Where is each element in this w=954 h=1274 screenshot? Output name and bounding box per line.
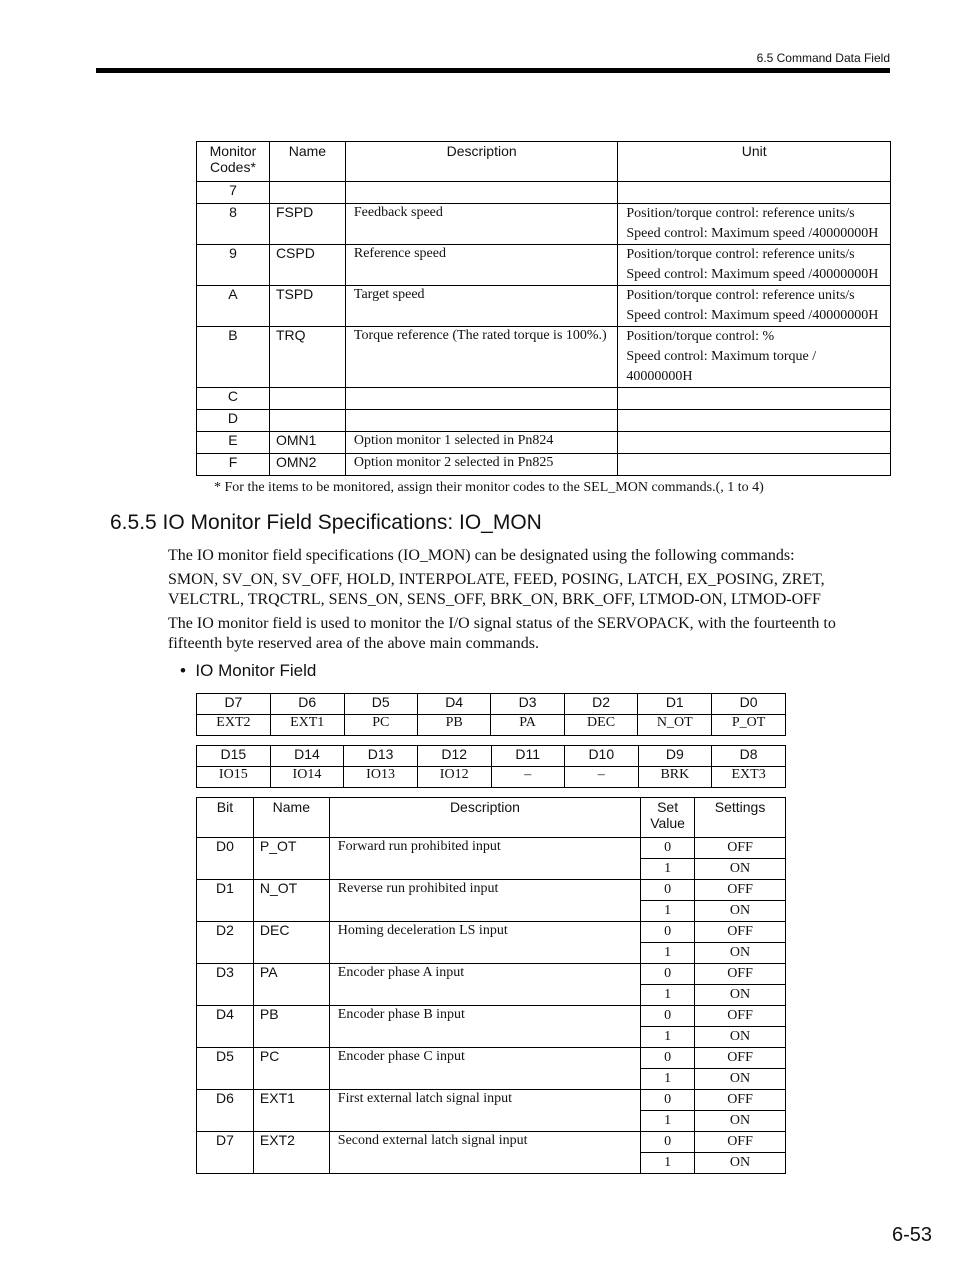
set-value-cell: 1 <box>641 1153 695 1174</box>
setting-cell: ON <box>695 1153 786 1174</box>
column-header: Description <box>329 798 640 838</box>
set-value-cell: 0 <box>641 838 695 859</box>
column-header: Bit <box>197 798 254 838</box>
set-value-cell: 0 <box>641 1048 695 1069</box>
monitor-code-cell: E <box>197 432 270 454</box>
monitor-unit-cell <box>618 432 891 454</box>
column-header: Unit <box>618 142 891 182</box>
monitor-code-cell: C <box>197 388 270 410</box>
bullet-item: • IO Monitor Field <box>180 661 317 680</box>
monitor-unit-cell <box>618 388 891 410</box>
bit-cell: D1 <box>197 880 254 922</box>
bit-label: D10 <box>565 746 639 767</box>
io-bit-description-table <box>196 797 786 1174</box>
monitor-unit-cell <box>618 245 891 286</box>
monitor-description-cell: Torque reference (The rated torque is 100%.) <box>345 327 618 388</box>
bit-cell: D4 <box>197 1006 254 1048</box>
bit-signal: N_OT <box>638 715 712 736</box>
monitor-name-cell <box>269 410 345 432</box>
table-row <box>197 388 891 410</box>
bit-signal: BRK <box>638 767 712 788</box>
bit-label: D13 <box>344 746 418 767</box>
table-row <box>197 286 891 327</box>
table-row <box>197 922 786 943</box>
bit-signal: IO13 <box>344 767 418 788</box>
bit-label: D4 <box>417 694 490 715</box>
bit-signal: P_OT <box>712 715 786 736</box>
bit-signal: DEC <box>564 715 638 736</box>
table-row <box>197 327 891 388</box>
bit-signal: IO14 <box>270 767 344 788</box>
set-value-cell: 1 <box>641 1069 695 1090</box>
monitor-name-cell: TRQ <box>269 327 345 388</box>
column-header: Monitor Codes* <box>197 142 270 182</box>
bit-name-cell: PC <box>253 1048 329 1090</box>
bit-cell: D3 <box>197 964 254 1006</box>
bit-label: D5 <box>344 694 417 715</box>
bit-name-cell: N_OT <box>253 880 329 922</box>
paragraph: The IO monitor field is used to monitor the I/O signal status of the SERVOPACK, with the fourteenth to fifteenth byte reserved area of the above main commands. <box>168 615 836 652</box>
set-value-cell: 0 <box>641 922 695 943</box>
footnote: * For the items to be monitored, assign their monitor codes to the SEL_MON commands.(, 1 to 4) <box>214 480 764 495</box>
bit-label: D2 <box>564 694 638 715</box>
bit-cell: D2 <box>197 922 254 964</box>
bit-signal: PB <box>417 715 490 736</box>
bit-name-cell: PA <box>253 964 329 1006</box>
unit-line: Position/torque control: reference units/s <box>626 206 855 221</box>
monitor-unit-cell <box>618 286 891 327</box>
unit-line: Position/torque control: reference units/s <box>626 288 855 303</box>
paragraph: The IO monitor field specifications (IO_MON) can be designated using the following commands: <box>168 547 795 564</box>
bit-signal: EXT2 <box>197 715 271 736</box>
monitor-codes-table <box>196 141 891 476</box>
set-value-cell: 1 <box>641 985 695 1006</box>
setting-cell: OFF <box>695 964 786 985</box>
table-row <box>197 245 891 286</box>
bit-signal: EXT1 <box>270 715 344 736</box>
monitor-unit-cell <box>618 182 891 204</box>
bit-signal: PC <box>344 715 417 736</box>
monitor-code-cell: 7 <box>197 182 270 204</box>
monitor-name-cell <box>269 388 345 410</box>
bit-name-cell: PB <box>253 1006 329 1048</box>
bit-label: D8 <box>712 746 786 767</box>
column-header: Set Value <box>641 798 695 838</box>
bit-label: D11 <box>491 746 565 767</box>
setting-cell: ON <box>695 1111 786 1132</box>
bit-description-cell: Encoder phase A input <box>329 964 640 1006</box>
unit-line: Position/torque control: reference units/s <box>626 247 855 262</box>
monitor-code-cell: A <box>197 286 270 327</box>
setting-cell: OFF <box>695 1090 786 1111</box>
bit-header-row <box>197 746 786 767</box>
io-bits-high-table <box>196 745 786 788</box>
monitor-name-cell: OMN1 <box>269 432 345 454</box>
header-rule <box>96 68 890 73</box>
unit-line: Position/torque control: % <box>626 329 775 344</box>
bit-label: D9 <box>638 746 712 767</box>
bit-label: D0 <box>712 694 786 715</box>
set-value-cell: 1 <box>641 1111 695 1132</box>
bit-cell: D0 <box>197 838 254 880</box>
setting-cell: OFF <box>695 880 786 901</box>
monitor-code-cell: 9 <box>197 245 270 286</box>
set-value-cell: 1 <box>641 859 695 880</box>
set-value-cell: 1 <box>641 901 695 922</box>
monitor-unit-cell <box>618 454 891 476</box>
bit-label: D1 <box>638 694 712 715</box>
running-header: 6.5 Command Data Field <box>756 51 890 65</box>
table-row <box>197 1048 786 1069</box>
set-value-cell: 0 <box>641 880 695 901</box>
monitor-code-cell: D <box>197 410 270 432</box>
setting-cell: ON <box>695 859 786 880</box>
bit-description-cell: Forward run prohibited input <box>329 838 640 880</box>
bit-signal: PA <box>491 715 564 736</box>
setting-cell: OFF <box>695 1132 786 1153</box>
column-header: Name <box>269 142 345 182</box>
bit-header-row <box>197 694 786 715</box>
bullet-label: IO Monitor Field <box>195 661 317 680</box>
bit-signal: IO15 <box>197 767 271 788</box>
bit-label: D7 <box>197 694 271 715</box>
bit-name-cell: P_OT <box>253 838 329 880</box>
monitor-code-cell: B <box>197 327 270 388</box>
bit-label: D12 <box>417 746 491 767</box>
bit-signal: – <box>491 767 565 788</box>
unit-line: Speed control: Maximum speed /40000000H <box>626 226 879 241</box>
monitor-unit-cell <box>618 327 891 388</box>
bit-signal: IO12 <box>417 767 491 788</box>
page-number: 6-53 <box>891 1224 932 1246</box>
command-list: SMON, SV_ON, SV_OFF, HOLD, INTERPOLATE, FEED, POSING, LATCH, EX_POSING, ZRET, VELCTRL, TRQCTRL, SENS_ON, SENS_OFF, BRK_ON, BRK_OFF, LTMOD-ON, LTMOD-OFF <box>168 571 825 608</box>
table-row <box>197 432 891 454</box>
bit-value-row <box>197 715 786 736</box>
setting-cell: ON <box>695 943 786 964</box>
bit-description-cell: Reverse run prohibited input <box>329 880 640 922</box>
bit-signal: – <box>565 767 639 788</box>
set-value-cell: 0 <box>641 1006 695 1027</box>
monitor-name-cell <box>269 182 345 204</box>
setting-cell: OFF <box>695 1048 786 1069</box>
setting-cell: ON <box>695 985 786 1006</box>
table-row <box>197 880 786 901</box>
bit-name-cell: DEC <box>253 922 329 964</box>
monitor-description-cell: Reference speed <box>345 245 618 286</box>
setting-cell: OFF <box>695 922 786 943</box>
table-header-row <box>197 142 891 182</box>
table-row <box>197 838 786 859</box>
set-value-cell: 0 <box>641 964 695 985</box>
table-row <box>197 1006 786 1027</box>
table-header-row <box>197 798 786 838</box>
monitor-description-cell <box>345 410 618 432</box>
setting-cell: OFF <box>695 1006 786 1027</box>
monitor-table-body <box>197 182 891 476</box>
monitor-name-cell: FSPD <box>269 204 345 245</box>
monitor-unit-cell <box>618 410 891 432</box>
bit-table-body <box>197 838 786 1174</box>
set-value-cell: 0 <box>641 1090 695 1111</box>
table-row <box>197 410 891 432</box>
set-value-cell: 1 <box>641 943 695 964</box>
bit-label: D3 <box>491 694 564 715</box>
io-bits-low-table <box>196 693 786 736</box>
table-row <box>197 204 891 245</box>
bit-name-cell: EXT2 <box>253 1132 329 1174</box>
monitor-description-cell: Target speed <box>345 286 618 327</box>
monitor-description-cell: Feedback speed <box>345 204 618 245</box>
monitor-description-cell <box>345 388 618 410</box>
bit-cell: D5 <box>197 1048 254 1090</box>
bit-cell: D7 <box>197 1132 254 1174</box>
column-header: Settings <box>695 798 786 838</box>
monitor-name-cell: CSPD <box>269 245 345 286</box>
table-row <box>197 1090 786 1111</box>
unit-line: Speed control: Maximum speed /40000000H <box>626 308 879 323</box>
monitor-code-cell: F <box>197 454 270 476</box>
column-header: Name <box>253 798 329 838</box>
bit-signal: EXT3 <box>712 767 786 788</box>
bit-description-cell: Encoder phase B input <box>329 1006 640 1048</box>
bit-description-cell: Homing deceleration LS input <box>329 922 640 964</box>
set-value-cell: 1 <box>641 1027 695 1048</box>
monitor-description-cell: Option monitor 1 selected in Pn824 <box>345 432 618 454</box>
bit-label: D15 <box>197 746 271 767</box>
bit-label: D6 <box>270 694 344 715</box>
monitor-description-cell: Option monitor 2 selected in Pn825 <box>345 454 618 476</box>
section-heading: 6.5.5 IO Monitor Field Specifications: IO_MON <box>110 511 542 534</box>
bit-name-cell: EXT1 <box>253 1090 329 1132</box>
table-row <box>197 964 786 985</box>
bit-description-cell: Encoder phase C input <box>329 1048 640 1090</box>
monitor-name-cell: OMN2 <box>269 454 345 476</box>
monitor-code-cell: 8 <box>197 204 270 245</box>
set-value-cell: 0 <box>641 1132 695 1153</box>
monitor-description-cell <box>345 182 618 204</box>
table-row <box>197 182 891 204</box>
bit-value-row <box>197 767 786 788</box>
bit-description-cell: Second external latch signal input <box>329 1132 640 1174</box>
setting-cell: ON <box>695 1069 786 1090</box>
unit-line: Speed control: Maximum speed /40000000H <box>626 267 879 282</box>
bit-label: D14 <box>270 746 344 767</box>
setting-cell: OFF <box>695 838 786 859</box>
monitor-unit-cell <box>618 204 891 245</box>
bit-cell: D6 <box>197 1090 254 1132</box>
column-header: Description <box>345 142 618 182</box>
setting-cell: ON <box>695 901 786 922</box>
bit-description-cell: First external latch signal input <box>329 1090 640 1132</box>
unit-line: Speed control: Maximum torque / 40000000H <box>626 349 817 384</box>
monitor-name-cell: TSPD <box>269 286 345 327</box>
setting-cell: ON <box>695 1027 786 1048</box>
table-row <box>197 1132 786 1153</box>
table-row <box>197 454 891 476</box>
